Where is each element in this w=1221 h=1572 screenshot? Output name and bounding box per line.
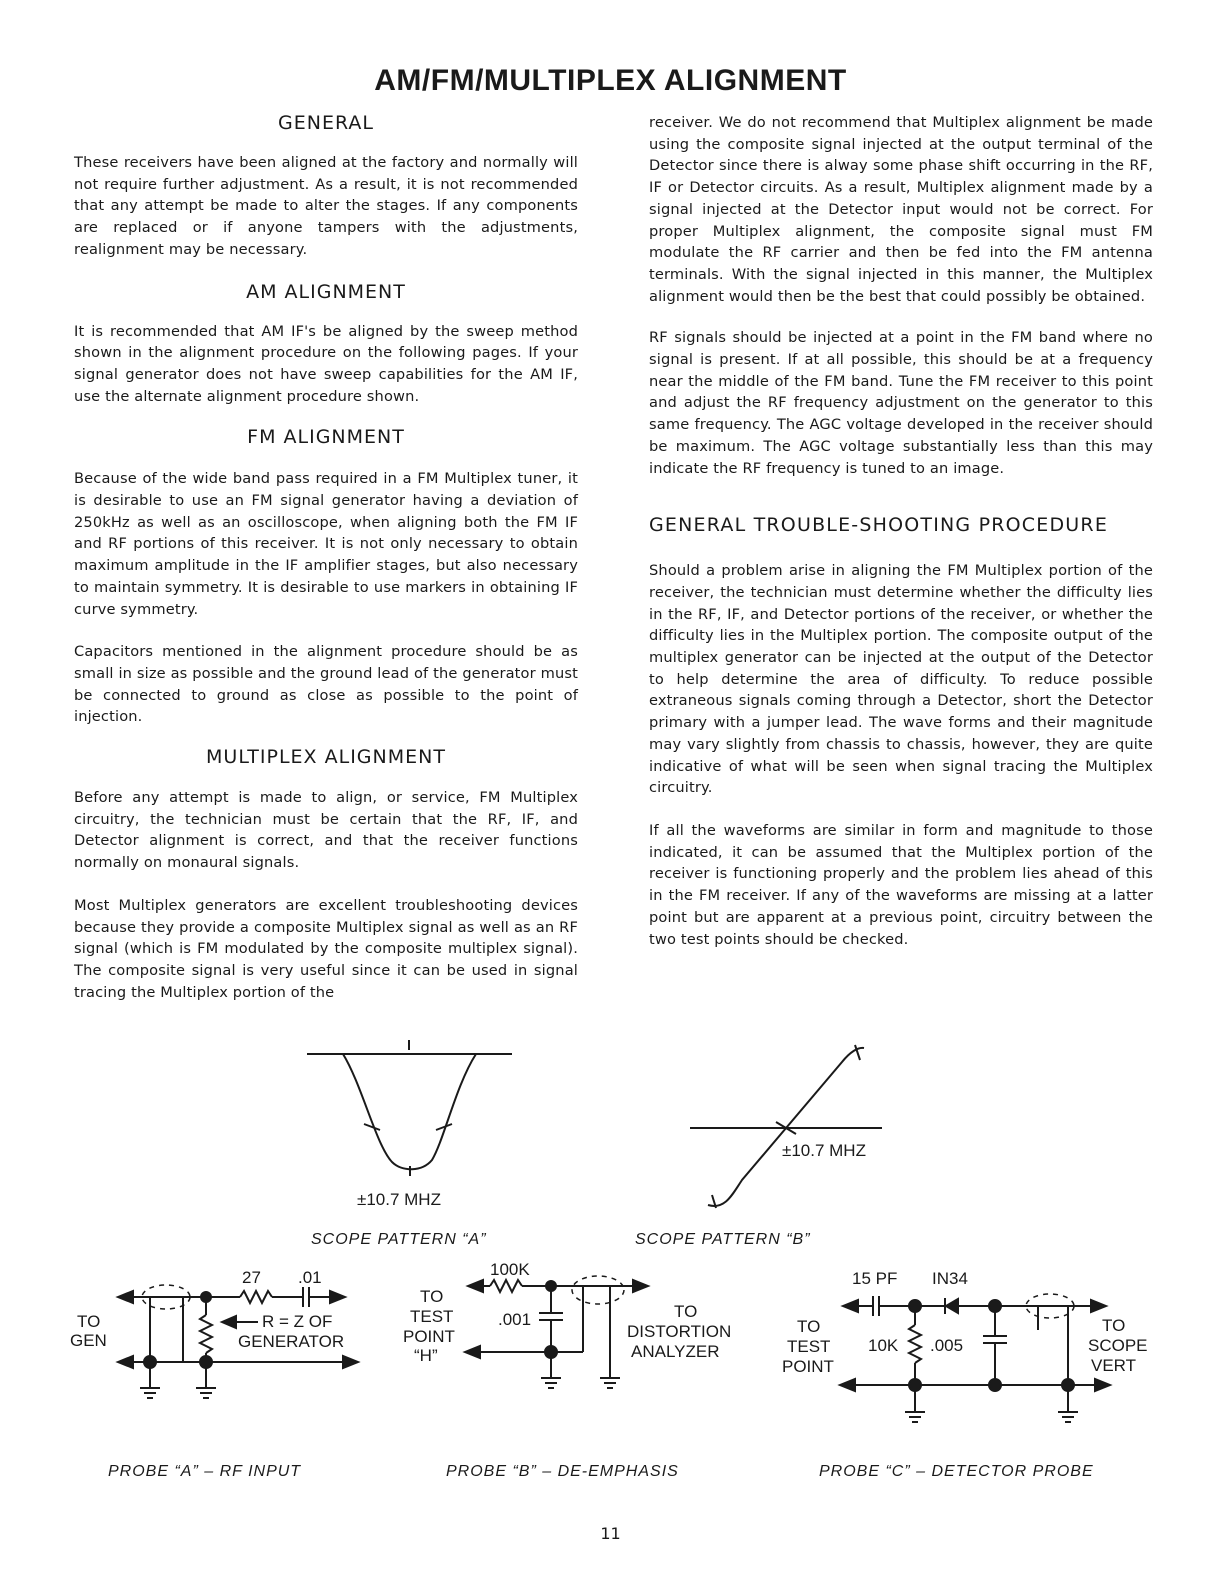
probe-c-tp-test-label: TEST <box>787 1337 831 1356</box>
probe-a-schematic <box>70 1268 358 1480</box>
probe-b-da-distortion-label: DISTORTION <box>627 1322 732 1341</box>
scope-a-caption: SCOPE PATTERN “A” <box>311 1231 487 1248</box>
am-alignment-heading: AM ALIGNMENT <box>246 280 406 303</box>
probe-b-schematic <box>403 1260 731 1480</box>
probe-a-gen-label: GEN <box>70 1331 107 1350</box>
trouble-shooting-heading: GENERAL TROUBLE-SHOOTING PROCEDURE <box>649 514 1109 537</box>
probe-c-sv-to-label: TO <box>1102 1316 1126 1335</box>
page-title: AM/FM/MULTIPLEX ALIGNMENT <box>374 64 847 97</box>
fm-alignment-heading: FM ALIGNMENT <box>247 426 405 449</box>
probe-b-da-analyzer-label: ANALYZER <box>631 1342 720 1361</box>
general-paragraph: These receivers have been aligned at the factory and normally will not require further adjustment. As a result, it is not recommended that any attempt be made to alter the stages. If any components are replaced or if anyone tampers with the adjustments, realignment may be necessary. <box>74 154 578 258</box>
probe-c-resistor-label: 10K <box>868 1336 899 1355</box>
scope-pattern-a <box>307 1040 512 1248</box>
probe-c-tp-to-label: TO <box>797 1317 821 1336</box>
scope-a-freq-label: ±10.7 MHZ <box>357 1190 441 1209</box>
am-alignment-paragraph: It is recommended that AM IF's be aligned by the sweep method shown in the alignment procedure on the following pages. If your signal generator does not have sweep capabilities for the AM IF, use the alternate alignment procedure shown. <box>74 322 578 405</box>
probe-c-cap2-label: .005 <box>930 1336 964 1355</box>
probe-a-resistor-label: 27 <box>242 1268 261 1287</box>
figures-area <box>0 1030 1221 1510</box>
probe-b-tp-point-label: POINT <box>403 1327 455 1346</box>
trouble-shooting-paragraph-1: Should a problem arise in aligning the FM Multiplex portion of the receiver, the technician must determine whether the difficulty lies in the RF, IF, and Detector portions of the receiver, or whether the difficulty lies in the Multiplex portion. The composite output of the multiplex generator can be injected at the output of the Detector to help determine the area of difficulty. To reduce possible extraneous signals coming through a Detector, short the Detector primary with a jumper lead. The wave forms and their magnitude may vary slightly from chassis to chassis, however, they are quite indicative of what will be seen when signal tracing the Multiplex circuitry. <box>649 562 1153 797</box>
multiplex-alignment-heading: MULTIPLEX ALIGNMENT <box>206 746 446 769</box>
probe-b-cap-label: .001 <box>498 1310 532 1329</box>
trouble-shooting-paragraph-2: If all the waveforms are similar in form and magnitude to those indicated, it can be assumed that the Multiplex portion of the receiver is functioning properly and the problem lies ahead of this in the FM receiver. If any of the waveforms are missing at a latter point but are apparent at a previous point, circuitry between the two test points should be checked. <box>649 821 1153 948</box>
multiplex-alignment-paragraph-1: Before any attempt is made to align, or service, FM Multiplex circuitry, the technician must be certain that the RF, IF, and Detector alignment is correct, and that the receiver functions normally on monaural signals. <box>74 789 578 872</box>
probe-b-da-to-label: TO <box>674 1302 698 1321</box>
scope-pattern-b <box>635 1045 882 1248</box>
probe-a-cap-label: .01 <box>298 1268 322 1287</box>
probe-c-caption: PROBE “C” – DETECTOR PROBE <box>819 1463 1094 1480</box>
probe-a-generator-label: GENERATOR <box>238 1332 345 1351</box>
probe-c-tp-point-label: POINT <box>782 1357 834 1376</box>
probe-c-diode-label: IN34 <box>932 1269 968 1288</box>
probe-c-sv-scope-label: SCOPE <box>1088 1336 1148 1355</box>
probe-b-caption: PROBE “B” – DE-EMPHASIS <box>446 1463 679 1480</box>
probe-c-sv-vert-label: VERT <box>1091 1356 1137 1375</box>
probe-b-tp-test-label: TEST <box>410 1307 454 1326</box>
probe-c-schematic <box>782 1269 1148 1480</box>
rf-signals-paragraph: RF signals should be injected at a point in the FM band where no signal is present. If at all possible, this should be at a frequency near the middle of the FM band. Tune the FM receiver to this point and adjust the RF frequency adjustment on the generator to this same frequency. The AGC voltage developed in the receiver should be maximum. The AGC voltage substantially less than this may indicate the RF frequency is tuned to an image. <box>649 329 1153 477</box>
probe-a-caption: PROBE “A” – RF INPUT <box>108 1463 302 1480</box>
probe-b-tp-to-label: TO <box>420 1287 444 1306</box>
scope-b-caption: SCOPE PATTERN “B” <box>635 1231 811 1248</box>
multiplex-alignment-paragraph-2: Most Multiplex generators are excellent troubleshooting devices because they provide a composite Multiplex signal as well as an RF signal (which is FM modulated by the composite multiplex signal). The composite signal is very useful since it can be used in signal tracing the Multiplex portion of the <box>74 896 578 1001</box>
fm-alignment-paragraph-2: Capacitors mentioned in the alignment procedure should be as small in size as possible and the ground lead of the generator must be connected to ground as close as possible to the point of injection. <box>74 643 578 726</box>
probe-a-rz-label: R = Z OF <box>262 1312 333 1331</box>
right-column <box>649 112 1153 950</box>
continued-paragraph: receiver. We do not recommend that Multiplex alignment be made using the composite signal injected at the output terminal of the Detector since there is alway some phase shift occurring in the RF, IF or Detector circuits. As a result, Multiplex alignment made by a signal injected at the Detector input would not be correct. For proper Multiplex alignment, the composite signal must FM modulate the RF carrier and then be fed into the FM antenna terminals. With the signal injected in this manner, the Multiplex alignment would then be the best that could possibly be obtained. <box>649 114 1153 305</box>
page-number: 11 <box>600 1524 621 1543</box>
probe-b-tp-h-label: “H” <box>414 1346 438 1365</box>
probe-c-cap-label: 15 PF <box>852 1269 898 1288</box>
left-column <box>74 112 578 1003</box>
general-heading: GENERAL <box>278 112 374 134</box>
probe-b-resistor-label: 100K <box>490 1260 530 1279</box>
scope-b-freq-label: ±10.7 MHZ <box>782 1141 866 1160</box>
probe-a-to-label: TO <box>77 1312 101 1331</box>
fm-alignment-paragraph-1: Because of the wide band pass required in a FM Multiplex tuner, it is desirable to use an FM signal generator having a deviation of 250kHz as well as an oscilloscope, when aligning both the FM IF and RF portions of this receiver. It is not only necessary to obtain maximum amplitude in the IF amplifier stages, but also necessary to maintain symmetry. It is desirable to use markers in obtaining IF curve symmetry. <box>74 470 578 618</box>
